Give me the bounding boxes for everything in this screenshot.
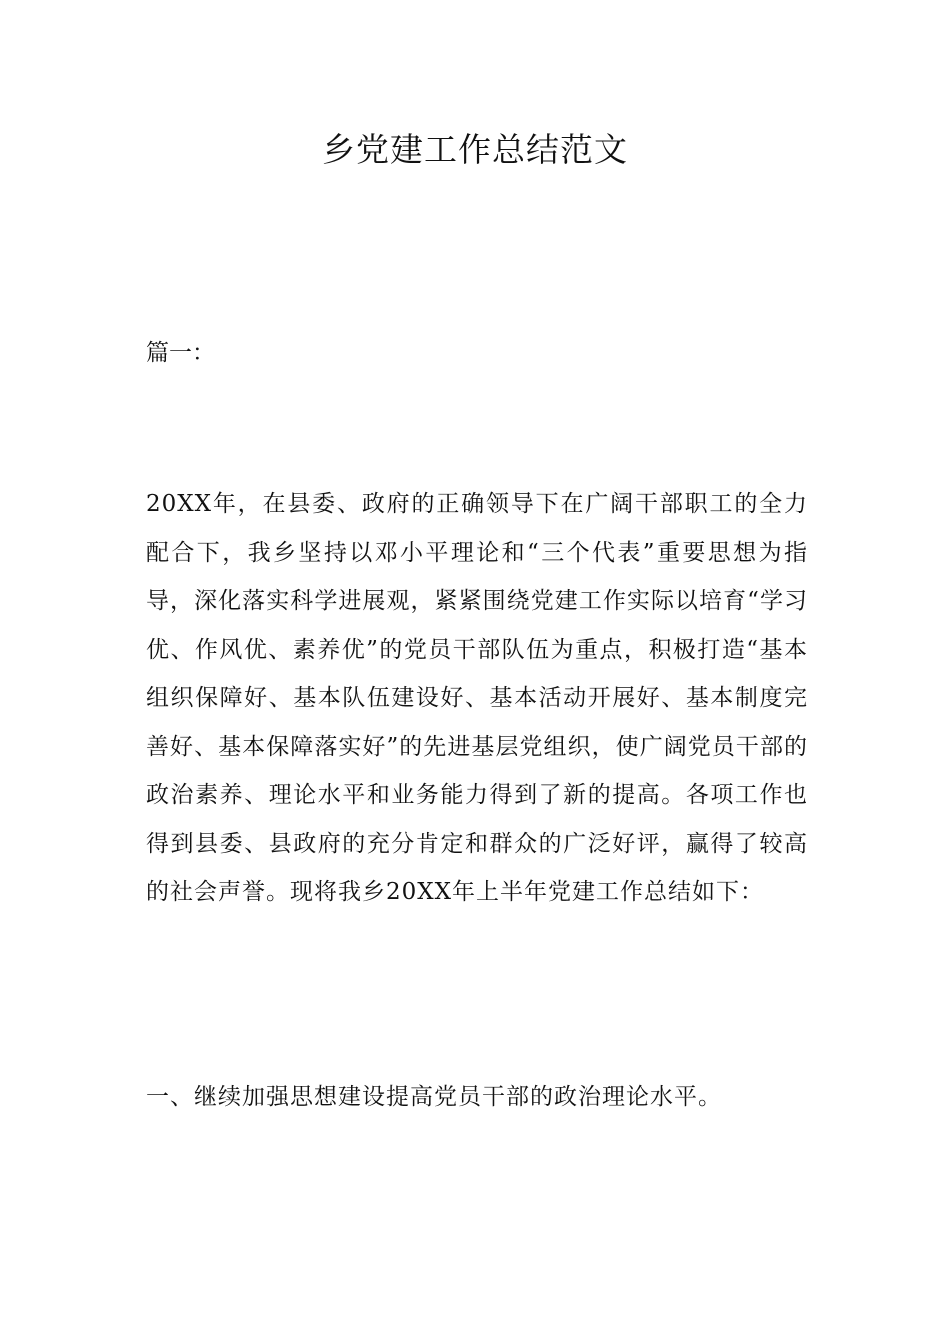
document-title: 乡党建工作总结范文 <box>322 130 628 169</box>
intro-paragraph: 20XX年，在县委、政府的正确领导下在广阔干部职工的全力配合下，我乡坚持以邓小平理论和“三个代表”重要思想为指导，深化落实科学进展观，紧紧围绕党建工作实际以培育“学习优、作风优、素养优”的党员干部队伍为重点，积极打造“基本组织保障好、基本队伍建设好、基本活动开展好、基本制度完善好、基本保障落实好”的先进基层党组织，使广阔党员干部的政治素养、理论水平和业务能力得到了新的提高。各项工作也得到县委、县政府的充分肯定和群众的广泛好评，赢得了较高的社会声誉。现将我乡20XX年上半年党建工作总结如下： <box>146 491 808 905</box>
section-heading-1: 一、继续加强思想建设提高党员干部的政治理论水平。 <box>146 1084 722 1110</box>
section-label: 篇一： <box>146 340 215 366</box>
